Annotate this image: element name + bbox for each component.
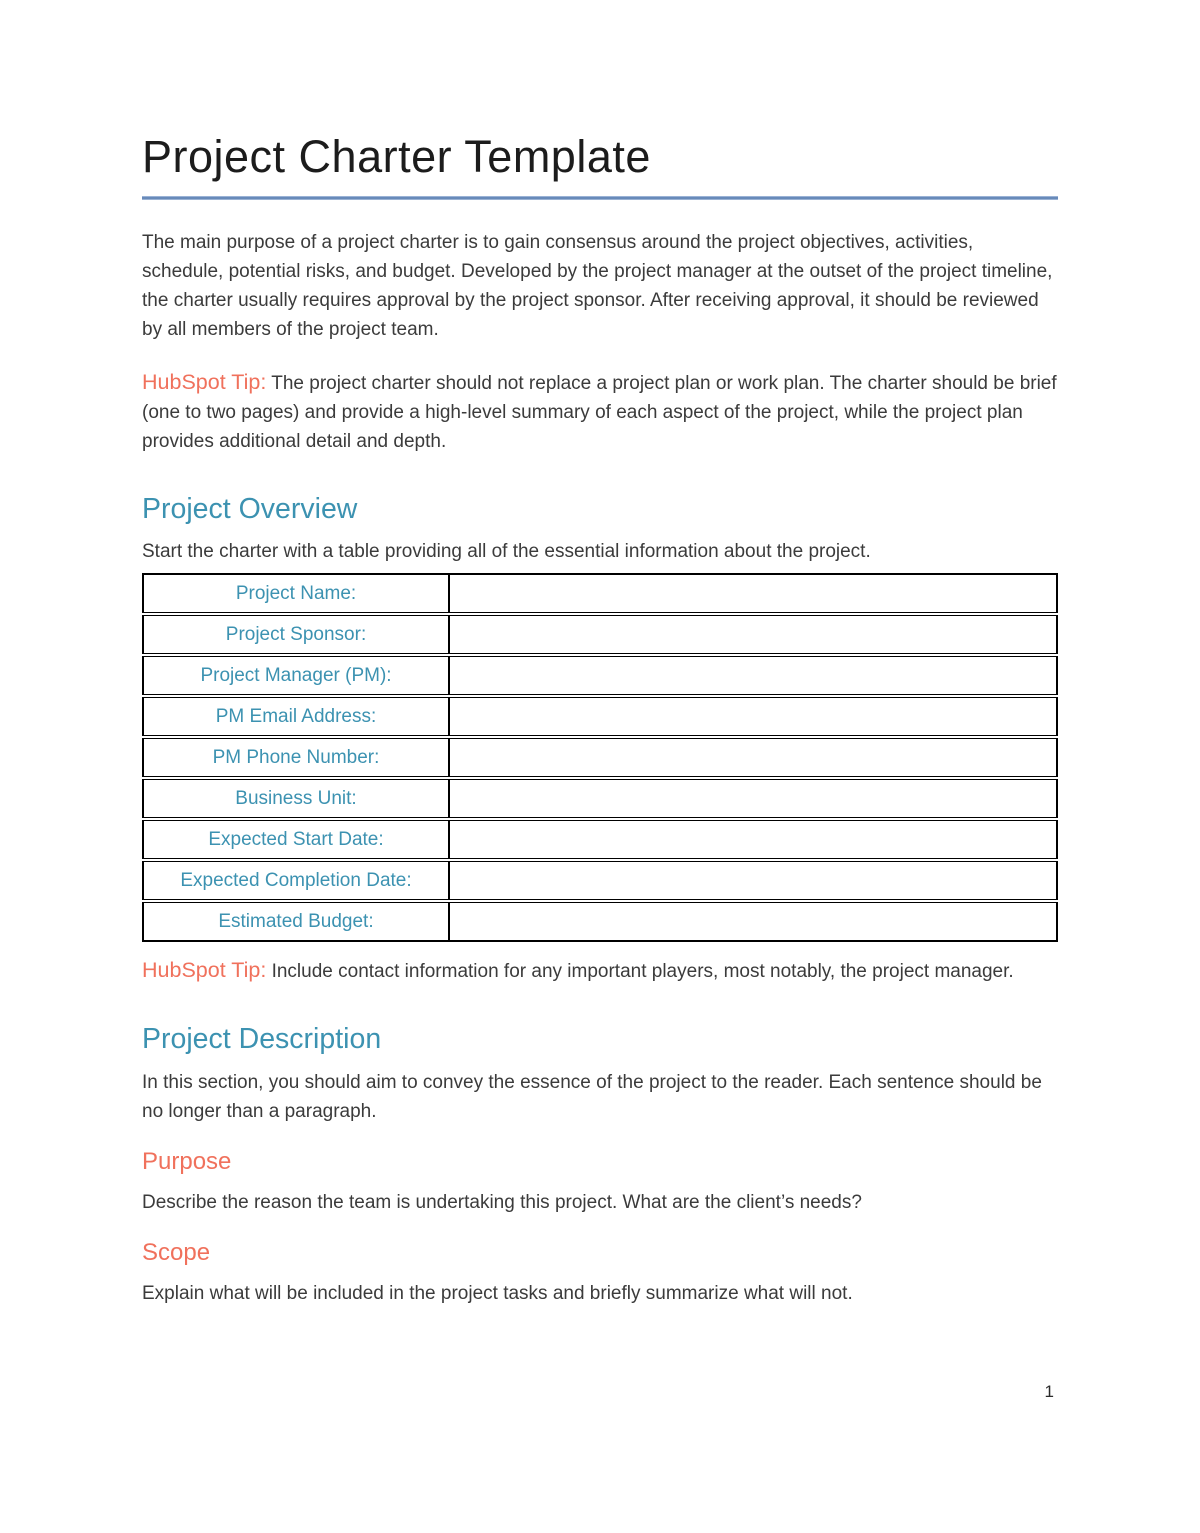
table-row [143, 696, 1057, 737]
row-value-project-name[interactable] [449, 574, 1057, 614]
table-row [143, 819, 1057, 860]
overview-intro: Start the charter with a table providing all of the essential information about the project. [142, 541, 871, 562]
purpose-heading: Purpose [142, 1148, 232, 1175]
row-label-project-name: Project Name: [235, 582, 357, 604]
row-label-estimated-budget: Estimated Budget: [143, 901, 449, 941]
table-row [143, 860, 1057, 901]
row-value-expected-completion-date[interactable] [449, 860, 1057, 901]
row-value-business-unit[interactable] [449, 778, 1057, 819]
row-value-pm-email[interactable] [449, 696, 1057, 737]
row-label-expected-start-date: Expected Start Date: [143, 819, 449, 860]
document-content [142, 130, 1058, 1308]
table-row [143, 901, 1057, 941]
table-row [143, 778, 1057, 819]
row-label-project-sponsor: Project Sponsor: [143, 614, 449, 655]
table-row [143, 574, 1057, 614]
hubspot-tip-1 [142, 368, 1058, 456]
hubspot-tip-2 [142, 956, 1058, 986]
page-number: 1 [1044, 1382, 1054, 1401]
hubspot-tip-1-text: The project charter should not replace a project plan or work plan. The charter should be brief (one to two pages) and provide a high-level summary of each aspect of the project, while the project plan provides additional detail and depth. [142, 373, 1057, 452]
hubspot-tip-1-label: HubSpot Tip: [142, 370, 267, 394]
row-label-expected-completion-date: Expected Completion Date: [143, 860, 449, 901]
table-row [143, 655, 1057, 696]
description-intro: In this section, you should aim to convey the essence of the project to the reader. Each sentence should be no longer than a paragraph. [142, 1072, 1042, 1122]
row-label-pm-email: PM Email Address: [143, 696, 449, 737]
document-title: Project Charter Template [142, 131, 651, 182]
scope-text: Explain what will be included in the project tasks and briefly summarize what will not. [142, 1283, 853, 1304]
row-label-pm-phone: PM Phone Number: [143, 737, 449, 778]
intro-paragraph: The main purpose of a project charter is to gain consensus around the project objectives, activities, schedule, potential risks, and budget. Developed by the project manager at the outset of the project timeline, the charter usually requires approval by the project sponsor. After receiving approval, it should be reviewed by all members of the project team. [142, 232, 1053, 340]
purpose-text: Describe the reason the team is undertaking this project. What are the client’s needs? [142, 1192, 862, 1213]
description-heading: Project Description [142, 1023, 382, 1055]
row-value-project-manager[interactable] [449, 655, 1057, 696]
table-row [143, 737, 1057, 778]
title-divider [142, 196, 1058, 200]
project-overview-table [142, 573, 1058, 942]
row-label-business-unit: Business Unit: [143, 778, 449, 819]
table-row [143, 614, 1057, 655]
scope-heading: Scope [142, 1239, 211, 1266]
row-value-estimated-budget[interactable] [449, 901, 1057, 941]
row-value-pm-phone[interactable] [449, 737, 1057, 778]
row-value-expected-start-date[interactable] [449, 819, 1057, 860]
hubspot-tip-2-text: Include contact information for any important players, most notably, the project manager. [266, 961, 1014, 982]
row-value-project-sponsor[interactable] [449, 614, 1057, 655]
overview-heading: Project Overview [142, 493, 358, 525]
row-label-project-manager: Project Manager (PM): [143, 655, 449, 696]
hubspot-tip-2-label: HubSpot Tip: [142, 958, 267, 982]
